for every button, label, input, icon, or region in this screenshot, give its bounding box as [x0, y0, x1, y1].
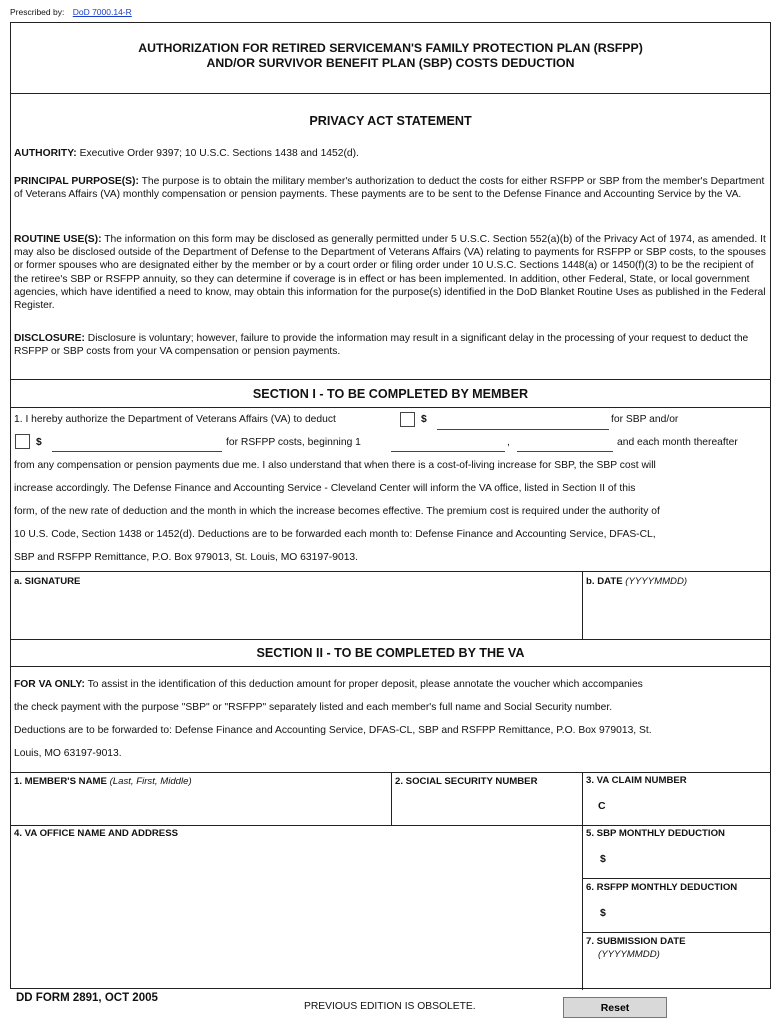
continuation-line: form, of the new rate of deduction and the month in which the increase becomes effective. The premium cost is required under the authority of	[14, 506, 660, 517]
claim-prefix: C	[598, 800, 606, 812]
va-instruction-line: Louis, MO 63197-9013.	[14, 748, 122, 759]
submission-date-field[interactable]	[611, 961, 767, 985]
section2-heading: SECTION II - TO BE COMPLETED BY THE VA	[256, 646, 525, 660]
divider	[11, 666, 770, 667]
authority-paragraph	[14, 147, 766, 160]
reset-button[interactable]: Reset	[563, 997, 667, 1018]
divider	[582, 772, 583, 990]
divider	[11, 93, 770, 94]
office-label: 4. VA OFFICE NAME AND ADDRESS	[14, 828, 178, 839]
ssn-field[interactable]	[393, 789, 581, 823]
ssn-label: 2. SOCIAL SECURITY NUMBER	[395, 776, 538, 787]
divider	[11, 407, 770, 408]
claim-number-field[interactable]	[609, 795, 767, 817]
date-format-hint: (YYYYMMDD)	[625, 576, 688, 587]
for-sbp-text: for SBP and/or	[611, 414, 679, 425]
authorize-text: 1. I hereby authorize the Department of Veterans Affairs (VA) to deduct	[14, 414, 336, 425]
disclosure-paragraph	[14, 332, 766, 358]
va-only-text: To assist in the identification of this deduction amount for proper deposit, please annotate the voucher which accompanies	[84, 679, 643, 690]
form-number: DD FORM 2891, OCT 2005	[16, 992, 158, 1004]
disclosure-text: Disclosure is voluntary; however, failure to provide the information may result in a significant delay in the processing of your request to deduct the RSFPP or SBP costs from your VA compensation or pension payments.	[14, 333, 749, 358]
form-frame	[10, 22, 771, 989]
divider	[582, 571, 583, 639]
comma-text: ,	[507, 437, 510, 448]
prescribed-by	[10, 7, 132, 17]
member-name-hint: (Last, First, Middle)	[109, 776, 192, 787]
begin-month-field[interactable]	[391, 437, 505, 452]
signature-field[interactable]	[12, 589, 580, 637]
divider	[11, 825, 770, 826]
sbp-amount-field[interactable]	[437, 415, 609, 430]
sbp-deduction-label: 5. SBP MONTHLY DEDUCTION	[586, 828, 725, 839]
divider	[391, 772, 392, 825]
signature-date-field[interactable]	[586, 589, 766, 637]
obsolete-notice: PREVIOUS EDITION IS OBSOLETE.	[304, 1001, 476, 1012]
continuation-line: 10 U.S. Code, Section 1438 or 1452(d). Deductions are to be forwarded each month to: Defense Finance and Accounting Service, DFAS-CL,	[14, 529, 656, 540]
va-instruction-line: Deductions are to be forwarded to: Defense Finance and Accounting Service, DFAS-CL, SBP and RSFPP Remittance, P.O. Box 979013, St.	[14, 725, 652, 736]
sbp-dollar-sign: $	[421, 414, 427, 425]
rsfpp-deduction-dollar: $	[600, 907, 606, 919]
continuation-line: from any compensation or pension payments due me. I also understand that when there is a cost-of-living increase for SBP, the SBP cost will	[14, 460, 656, 471]
rsfpp-amount-field[interactable]	[52, 437, 222, 452]
regulation-link[interactable]: DoD 7000.14-R	[72, 7, 132, 17]
va-only-line	[14, 679, 643, 690]
for-rsfpp-text: for RSFPP costs, beginning 1	[226, 437, 361, 448]
va-only-label: FOR VA ONLY:	[14, 679, 85, 690]
rsfpp-deduction-label: 6. RSFPP MONTHLY DEDUCTION	[586, 882, 738, 893]
purpose-text: The purpose is to obtain the military member's authorization to deduct the costs for either RSFPP or SBP from the member's Department of Veterans Affairs (VA) monthly compensation or pension payments. These payments are to be sent to the Defense Finance and Accounting Service by the VA.	[14, 176, 765, 201]
member-name-label-text: 1. MEMBER'S NAME	[14, 776, 107, 787]
date-label	[586, 576, 687, 587]
submission-date-label: 7. SUBMISSION DATE	[586, 936, 686, 947]
va-instruction-line: the check payment with the purpose "SBP" or "RSFPP" separately listed and each member's full name and Social Security number.	[14, 702, 613, 713]
routine-text: The information on this form may be disclosed as generally permitted under 5 U.S.C. Section 552(a)(b) of the Privacy Act of 1974, as amended. It may also be disclosed outside of the Department of Defense to the Department of Veterans Affairs (VA) relating to payments for RSFPP or SBP costs, to the spouses or former spouses who are designated either by the member or by a court order or filing order under 10 U.S.C. Sections 1448(a) or 1450(f)(3) to be the recipient of the retiree's SBP or RSFPP annuity, so they can determine if coverage is in effect or has been implemented. In addition, other Federal, State, or local government agencies, which have identified a need to know, may obtain this information for the purpose(s) identified in the DoD Blanket Routine Uses as published in the Federal Register.	[14, 234, 766, 312]
form-title	[11, 41, 770, 71]
member-name-label	[14, 776, 192, 787]
each-month-text: and each month thereafter	[617, 437, 738, 448]
authority-label: AUTHORITY:	[14, 148, 77, 159]
continuation-line: SBP and RSFPP Remittance, P.O. Box 979013, St. Louis, MO 63197-9013.	[14, 552, 359, 563]
divider	[11, 571, 770, 572]
member-name-field[interactable]	[12, 789, 389, 823]
authority-text: Executive Order 9397; 10 U.S.C. Sections 1438 and 1452(d).	[76, 148, 359, 159]
office-address-field[interactable]	[12, 841, 580, 987]
divider	[11, 379, 770, 380]
routine-uses-paragraph	[14, 233, 766, 312]
privacy-heading: PRIVACY ACT STATEMENT	[309, 114, 472, 128]
continuation-line: increase accordingly. The Defense Finance and Accounting Service - Cleveland Center will inform the VA office, listed in Section II of this	[14, 483, 636, 494]
routine-label: ROUTINE USE(S):	[14, 234, 102, 245]
sbp-deduction-dollar: $	[600, 853, 606, 865]
begin-year-field[interactable]	[517, 437, 613, 452]
divider	[11, 639, 770, 640]
claim-number-label: 3. VA CLAIM NUMBER	[586, 775, 687, 786]
submission-date-format: (YYYYMMDD)	[598, 949, 660, 960]
divider	[582, 878, 770, 879]
date-label-text: b. DATE	[586, 576, 623, 587]
form-title-line1: AUTHORIZATION FOR RETIRED SERVICEMAN'S FAMILY PROTECTION PLAN (RSFPP)	[138, 41, 643, 55]
signature-label: a. SIGNATURE	[14, 576, 81, 587]
rsfpp-checkbox[interactable]	[15, 434, 30, 449]
sbp-checkbox[interactable]	[400, 412, 415, 427]
divider	[582, 932, 770, 933]
form-title-line2: AND/OR SURVIVOR BENEFIT PLAN (SBP) COSTS DEDUCTION	[206, 56, 575, 70]
disclosure-label: DISCLOSURE:	[14, 333, 85, 344]
section1-heading: SECTION I - TO BE COMPLETED BY MEMBER	[252, 387, 529, 401]
rsfpp-deduction-field[interactable]	[611, 901, 767, 923]
purpose-label: PRINCIPAL PURPOSE(S):	[14, 176, 139, 187]
sbp-deduction-field[interactable]	[611, 847, 767, 869]
rsfpp-dollar-sign: $	[36, 437, 42, 448]
purpose-paragraph	[14, 175, 766, 201]
prescribed-label: Prescribed by:	[10, 7, 65, 17]
